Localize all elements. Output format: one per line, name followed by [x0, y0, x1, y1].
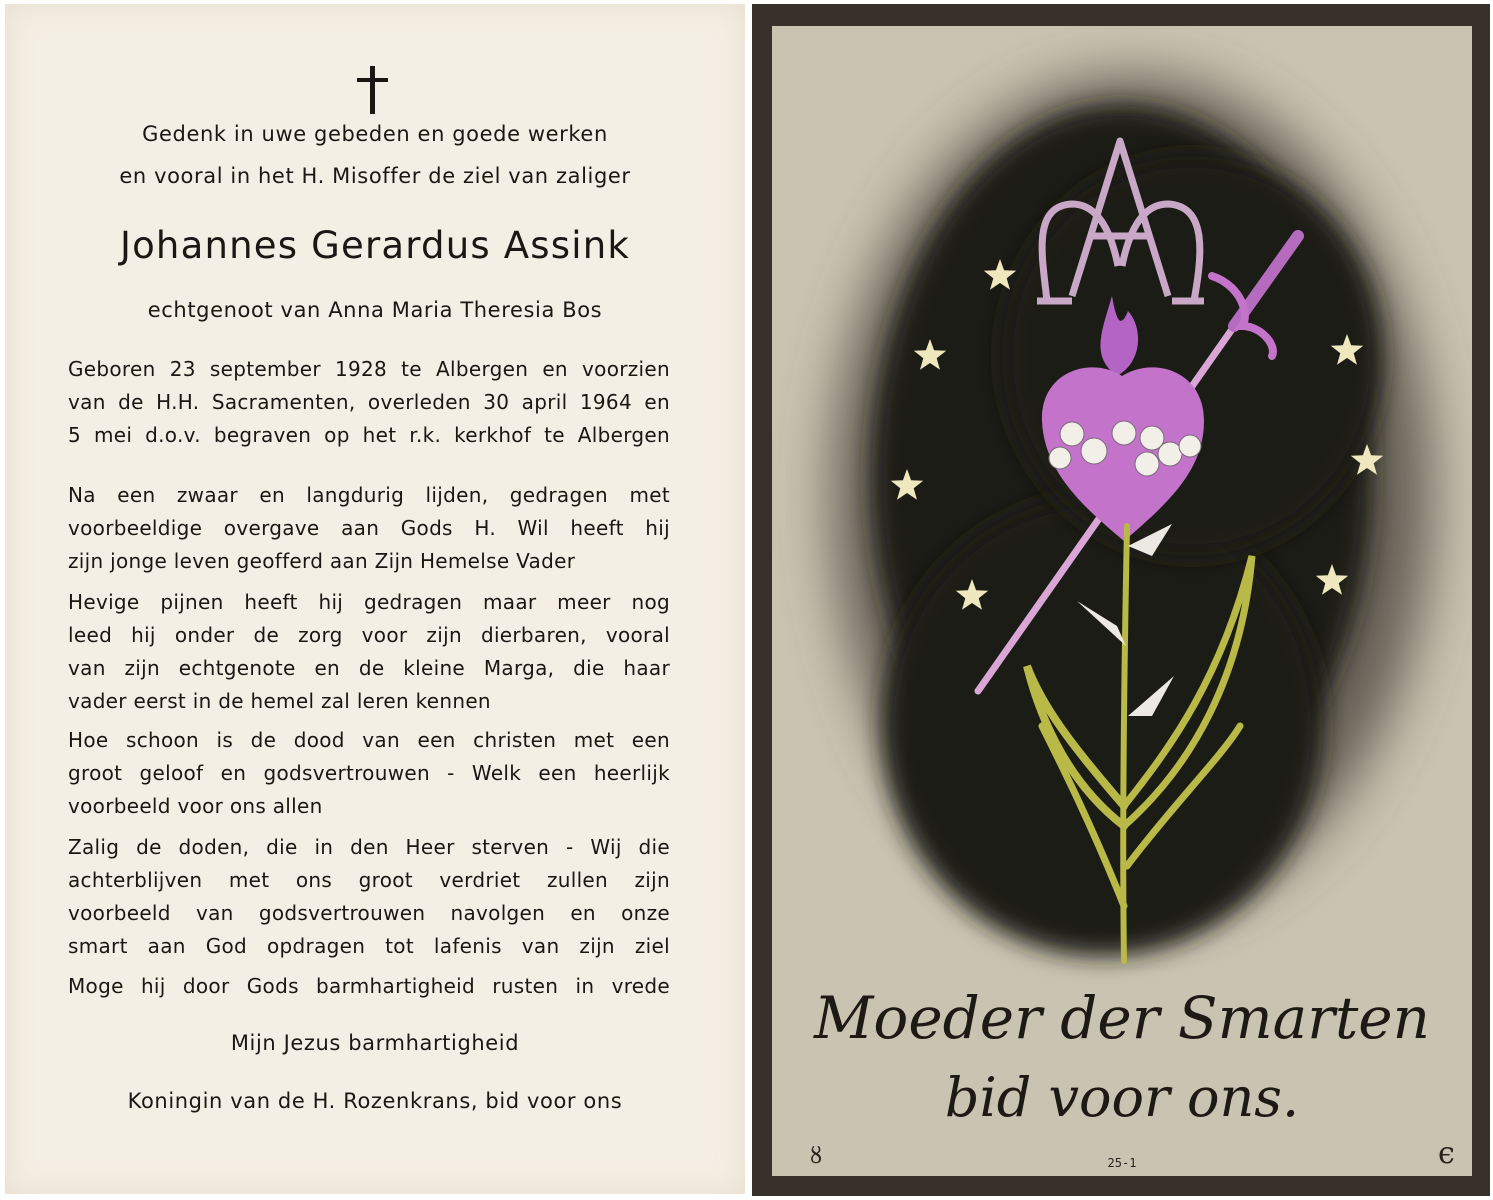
faith-paragraph: [68, 724, 670, 823]
publisher-mark-left: ȣ: [810, 1144, 823, 1169]
paragraph-line: vader eerst in de hemel zal leren kennen: [68, 689, 491, 713]
print-code: 25-1: [1107, 1156, 1137, 1170]
caption-line-1: Moeder der Smarten: [814, 984, 1430, 1052]
paragraph-line: Na een zwaar en langdurig lijden, gedragen met: [68, 483, 670, 507]
illustration-panel: [772, 26, 1472, 1176]
paragraph-line: van zijn echtgenote en de kleine Marga, die haar: [68, 656, 670, 680]
paragraph-line: 5 mei d.o.v. begraven op het r.k. kerkhof te Albergen: [68, 423, 670, 447]
prayer-card-image-side: [752, 4, 1490, 1196]
intro-line-2: en vooral in het H. Misoffer de ziel van zaliger: [119, 164, 631, 188]
paragraph-line: groot geloof en godsvertrouwen - Welk een heerlijk: [68, 761, 670, 785]
paragraph-line: voorbeeldige overgave aan Gods H. Wil heeft hij: [68, 516, 670, 540]
paragraph-line: van de H.H. Sacramenten, overleden 30 april 1964 en: [68, 390, 670, 414]
rest-in-peace-paragraph: [68, 970, 670, 1003]
blessed-paragraph: [68, 831, 670, 963]
paragraph-line: leed hij onder de zorg voor zijn dierbaren, vooral: [68, 623, 670, 647]
paragraph-line: Hevige pijnen heeft hij gedragen maar meer nog: [68, 590, 670, 614]
prayer-card-text-side: [5, 4, 745, 1194]
deceased-name: Johannes Gerardus Assink: [119, 224, 631, 267]
caption-line-2: bid voor ons.: [944, 1066, 1300, 1129]
birth-death-paragraph: [68, 353, 670, 452]
paragraph-line: voorbeeld voor ons allen: [68, 794, 323, 818]
paragraph-line: Moge hij door Gods barmhartigheid rusten in vrede: [68, 974, 670, 998]
paragraph-line: Zalig de doden, die in den Heer sterven - Wij die: [68, 835, 670, 859]
intro-line-1: Gedenk in uwe gebeden en goede werken: [142, 122, 608, 146]
paragraph-line: achterblijven met ons groot verdriet zullen zijn: [68, 868, 670, 892]
spouse-line: echtgenoot van Anna Maria Theresia Bos: [147, 298, 603, 322]
pain-paragraph: [68, 586, 670, 718]
paragraph-line: zijn jonge leven geofferd aan Zijn Hemelse Vader: [68, 549, 576, 573]
suffering-paragraph: [68, 479, 670, 578]
paragraph-line: Hoe schoon is de dood van een christen met een: [68, 728, 670, 752]
prayer-line-1: Mijn Jezus barmhartigheid: [230, 1031, 520, 1055]
publisher-mark-right: ϵ: [1438, 1136, 1455, 1171]
paragraph-line: voorbeeld van godsvertrouwen navolgen en onze: [68, 901, 670, 925]
prayer-line-2: Koningin van de H. Rozenkrans, bid voor ons: [127, 1089, 623, 1113]
paragraph-line: smart aan God opdragen tot lafenis van zijn ziel: [68, 934, 670, 958]
cross-icon: [353, 66, 393, 116]
paragraph-line: Geboren 23 september 1928 te Albergen en voorzien: [68, 357, 670, 381]
